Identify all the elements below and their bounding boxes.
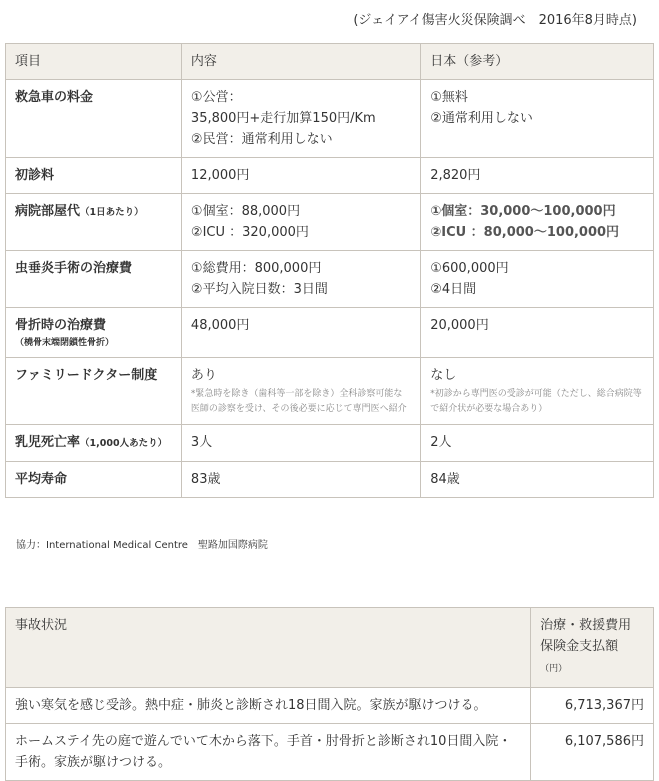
row-item (6, 462, 182, 498)
content-line: あり (190, 368, 217, 383)
row-item (6, 194, 182, 251)
table-row (6, 194, 654, 251)
accident-claims-table (5, 607, 654, 781)
content-line: ①公営： (190, 90, 242, 105)
table-row (6, 688, 654, 724)
row-item (6, 80, 182, 158)
table-header-row (6, 608, 654, 688)
item-label: 乳児死亡率 (15, 435, 81, 450)
japan-line: 2,820円 (430, 168, 481, 183)
item-label: 救急車の料金 (15, 90, 94, 105)
row-content (181, 80, 420, 158)
header-amount-label: 保険金支払額 (540, 639, 619, 654)
table-row (6, 358, 654, 425)
row-item (6, 251, 182, 308)
row-japan (421, 80, 654, 158)
medical-cost-comparison-table (5, 43, 654, 498)
row-content (181, 425, 420, 462)
header-amount (531, 608, 654, 688)
row-content (181, 358, 420, 425)
row-item (6, 158, 182, 194)
row-item (6, 358, 182, 425)
accident-situation: 強い寒気を感じ受診。熱中症・肺炎と診断され18日間入院。家族が駆けつける。 (6, 688, 531, 724)
content-line: 35,800円+走行加算150円/Km (190, 111, 376, 126)
row-japan (421, 194, 654, 251)
header-situation: 事故状況 (6, 608, 531, 688)
content-line: 3人 (190, 435, 213, 450)
row-japan (421, 158, 654, 194)
accident-amount: 6,107,586円 (531, 724, 654, 781)
row-content (181, 158, 420, 194)
row-japan (421, 425, 654, 462)
table-row (6, 308, 654, 358)
table-row (6, 425, 654, 462)
content-line: 12,000円 (190, 168, 250, 183)
table-row (6, 251, 654, 308)
header-item: 項目 (6, 44, 182, 80)
header-japan: 日本（参考） (421, 44, 654, 80)
header-amount-line2 (540, 636, 644, 680)
item-label: 虫垂炎手術の治療費 (15, 261, 133, 276)
header-amount-line1: 治療・救援費用 (540, 618, 632, 633)
header-amount-unit: （円） (540, 664, 568, 674)
japan-line: 2人 (430, 435, 452, 450)
japan-line: ②ICU ：80,000〜100,000円 (430, 225, 620, 240)
japan-note: *初診から専門医の受診が可能（ただし、総合病院等で紹介状が必要な場合あり） (430, 389, 642, 414)
content-line: ②ICU ：320,000円 (190, 225, 309, 240)
table-row (6, 462, 654, 498)
table-row (6, 80, 654, 158)
item-sublabel: （1,000人あたり） (80, 438, 168, 449)
row-content (181, 308, 420, 358)
item-sublabel: （橈骨末端閉鎖性骨折） (15, 338, 115, 348)
row-japan (421, 358, 654, 425)
japan-line: ①個室：30,000〜100,000円 (430, 204, 616, 219)
row-japan (421, 251, 654, 308)
japan-line: 84歳 (430, 472, 460, 487)
item-label: 初診料 (15, 168, 55, 183)
row-japan (421, 462, 654, 498)
content-line: ①総費用：800,000円 (190, 261, 322, 276)
japan-line: 20,000円 (430, 318, 489, 333)
header-content: 内容 (181, 44, 420, 80)
row-item (6, 308, 182, 358)
item-label: ファミリードクター制度 (15, 368, 158, 383)
accident-amount: 6,713,367円 (531, 688, 654, 724)
item-label: 平均寿命 (15, 472, 68, 487)
japan-line: ②4日間 (430, 282, 477, 297)
table-row (6, 158, 654, 194)
japan-line: ①無料 (430, 90, 468, 105)
row-content (181, 194, 420, 251)
cooperation-credit: 協力：International Medical Centre 聖路加国際病院 (16, 540, 268, 551)
content-line: ①個室：88,000円 (190, 204, 301, 219)
row-item (6, 425, 182, 462)
japan-line: ①600,000円 (430, 261, 509, 276)
japan-line: なし (430, 368, 457, 383)
table-row (6, 724, 654, 781)
content-line: ②民営：通常利用しない (190, 132, 333, 147)
content-line: ②平均入院日数：3日間 (190, 282, 328, 297)
row-content (181, 462, 420, 498)
row-japan (421, 308, 654, 358)
item-sublabel: （1日あたり） (80, 207, 144, 218)
japan-line: ②通常利用しない (430, 111, 533, 126)
content-line: 83歳 (190, 472, 221, 487)
row-content (181, 251, 420, 308)
item-label: 病院部屋代 (15, 204, 81, 219)
source-note: (ジェイアイ傷害火災保険調べ 2016年8月時点) (353, 13, 637, 28)
table-header-row (6, 44, 654, 80)
content-line: 48,000円 (190, 318, 250, 333)
item-label: 骨折時の治療費 (15, 318, 107, 333)
content-note: *緊急時を除き（歯科等一部を除き）全科診察可能な医師の診察を受け、その後必要に応じて専門医へ紹介 (190, 389, 407, 414)
accident-situation: ホームステイ先の庭で遊んでいて木から落下。手首・肘骨折と診断され10日間入院・手術。家族が駆けつける。 (6, 724, 531, 781)
